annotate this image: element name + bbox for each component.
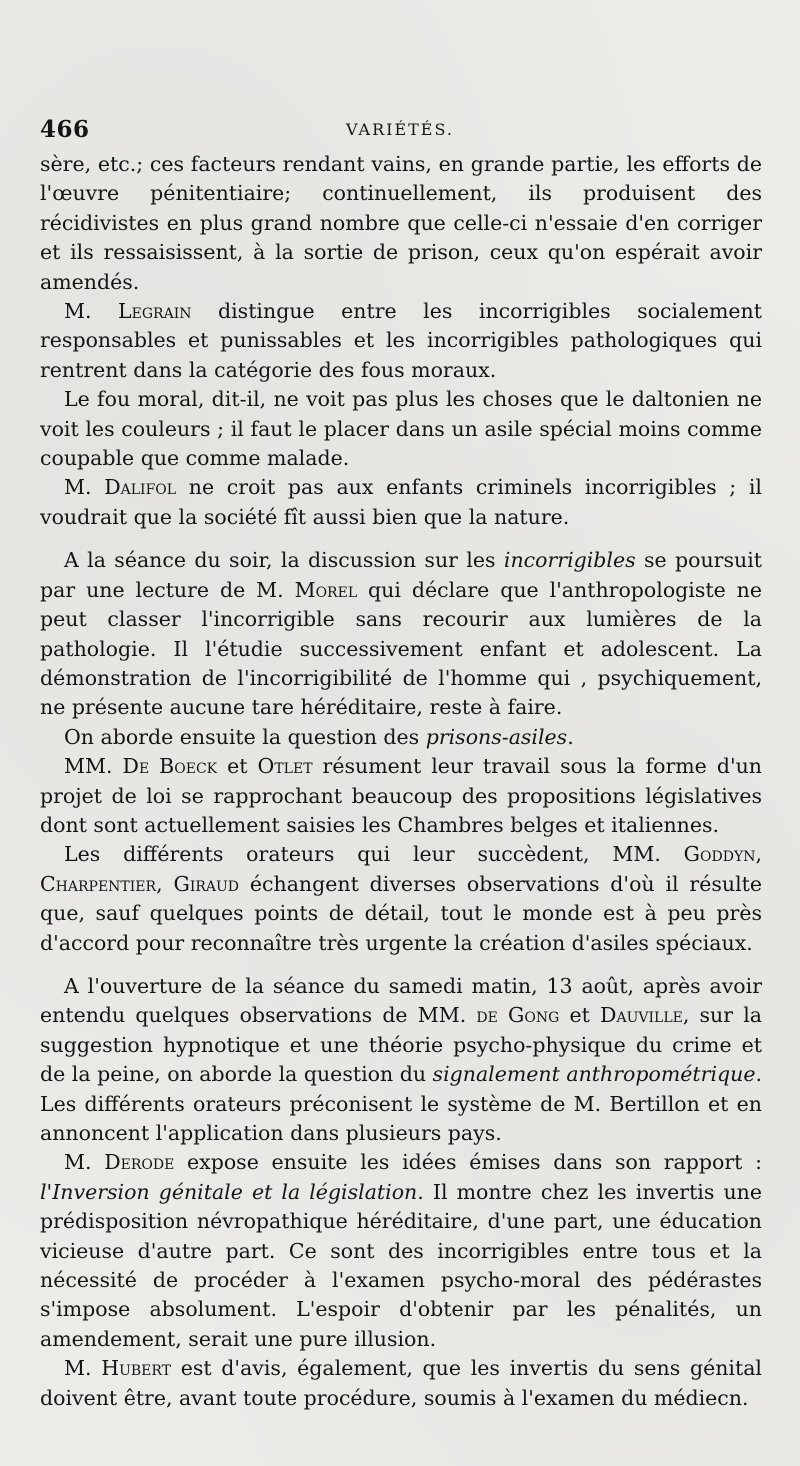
paragraph — [40, 385, 762, 473]
person-name: De Boeck — [122, 754, 218, 779]
paragraph — [40, 297, 762, 385]
paragraph — [40, 972, 762, 1148]
person-name: Giraud — [173, 871, 240, 896]
paragraph — [40, 1148, 762, 1354]
text-run: , — [156, 871, 174, 896]
paragraph — [40, 546, 762, 722]
text-run: M. — [64, 1150, 105, 1175]
text-run: MM. — [64, 754, 123, 779]
text-run: sère, etc.; ces facteurs rendant vains, en grande partie, les efforts de l'œuvre pénitentiaire; continuellement, ils produisent des récidivistes en plus grand nombre que celle-ci n'essaie d'en corriger et ils ressaisissent, à la sortie de prison, ceux qu'on espérait avoir amendés. — [40, 152, 762, 294]
text-run: M. — [64, 299, 119, 324]
text-run: . — [567, 724, 574, 749]
italic-term: signalement anthropométrique — [432, 1062, 756, 1087]
text-run: A la séance du soir, la discussion sur les — [64, 548, 504, 573]
text-run: expose ensuite les idées émises dans son rapport : — [174, 1150, 762, 1175]
paragraph — [40, 723, 762, 752]
person-name: Dalifol — [104, 475, 177, 500]
text-run: , sur la suggestion hypnotique et une théorie psycho-physique du crime et de la peine, on aborde la question du — [40, 1003, 763, 1087]
text-run: On aborde ensuite la question des — [64, 724, 426, 749]
person-name: Charpentier — [40, 871, 157, 896]
text-run: . Il montre chez les invertis une prédisposition névropathique héréditaire, d'une part, une éducation vicieuse d'autre part. Ce sont des incorrigibles entre tous et la nécessité de procéder à l'examen psycho-moral des pédérastes s'impose absolument. L'espoir d'obtenir par les pénalités, un amendement, serait une pure illusion. — [40, 1179, 763, 1351]
person-name: Dauville — [600, 1003, 683, 1028]
italic-term: prisons-asiles — [425, 724, 568, 749]
paragraph — [40, 150, 762, 297]
italic-term: incorrigibles — [503, 548, 636, 573]
text-run: Le fou moral, dit-il, ne voit pas plus les choses que le daltonien ne voit les couleurs ; il faut le placer dans un asile spécial moins comme coupable que comme malade. — [40, 387, 762, 471]
text-run: ne croit pas aux enfants criminels incorrigibles ; il voudrait que la société fît aussi bien que la nature. — [40, 475, 762, 529]
page-number: 466 — [40, 116, 90, 143]
page-header — [40, 116, 760, 148]
person-name: Otlet — [257, 754, 313, 779]
text-run: se poursuit par une lecture de M. — [40, 548, 763, 602]
text-run: et — [217, 754, 258, 779]
italic-term: l'Inversion génitale et la législation — [40, 1179, 418, 1204]
text-run: M. — [64, 1356, 102, 1381]
person-name: Morel — [294, 577, 358, 602]
text-run: M. — [64, 475, 105, 500]
person-name: Legrain — [118, 299, 192, 324]
paragraph — [40, 473, 762, 532]
person-name: de Gong — [476, 1003, 560, 1028]
paragraph — [40, 840, 762, 958]
running-title: VARIÉTÉS. — [346, 120, 454, 139]
paragraph — [40, 1354, 762, 1413]
text-run: résument leur travail sous la forme d'un projet de loi se rapprochant beaucoup des propositions législatives dont sont actuellement saisies les Chambres belges et italiennes. — [40, 754, 762, 837]
person-name: Goddyn — [683, 842, 756, 867]
text-run: Les différents orateurs qui leur succèdent, MM. — [64, 842, 684, 867]
text-run: , — [755, 842, 762, 867]
person-name: Derode — [104, 1150, 175, 1175]
text-run: et — [559, 1003, 601, 1028]
paragraph — [40, 752, 762, 840]
person-name: Hubert — [101, 1356, 172, 1381]
body-text — [40, 150, 762, 1413]
text-run: échangent diverses observations d'où il résulte que, sauf quelques points de détail, tout le monde est à peu près d'accord pour reconnaître très urgente la création d'asiles spéciaux. — [40, 871, 762, 955]
text-run: distingue entre les incorrigibles socialement responsables et punissables et les incorrigibles pathologiques qui rentrent dans la catégorie des fous moraux. — [40, 299, 762, 382]
text-run: A l'ouverture de la séance du samedi matin, 13 août, après avoir entendu quelques observations de MM. — [40, 973, 762, 1028]
text-run: est d'avis, également, que les invertis du sens génital doivent être, avant toute procédure, soumis à l'examen du médiecn. — [40, 1356, 762, 1410]
text-run: qui déclare que l'anthropologiste ne peut classer l'incorrigible sans recourir aux lumières de la pathologie. Il l'étudie successivement enfant et adolescent. La démonstration de l'incorrigibilité de l'homme qui , psychiquement, ne présente aucune tare héréditaire, reste à faire. — [40, 577, 762, 720]
text-run: . Les différents orateurs préconisent le système de M. Bertillon et en annoncent l'application dans plusieurs pays. — [40, 1062, 763, 1145]
